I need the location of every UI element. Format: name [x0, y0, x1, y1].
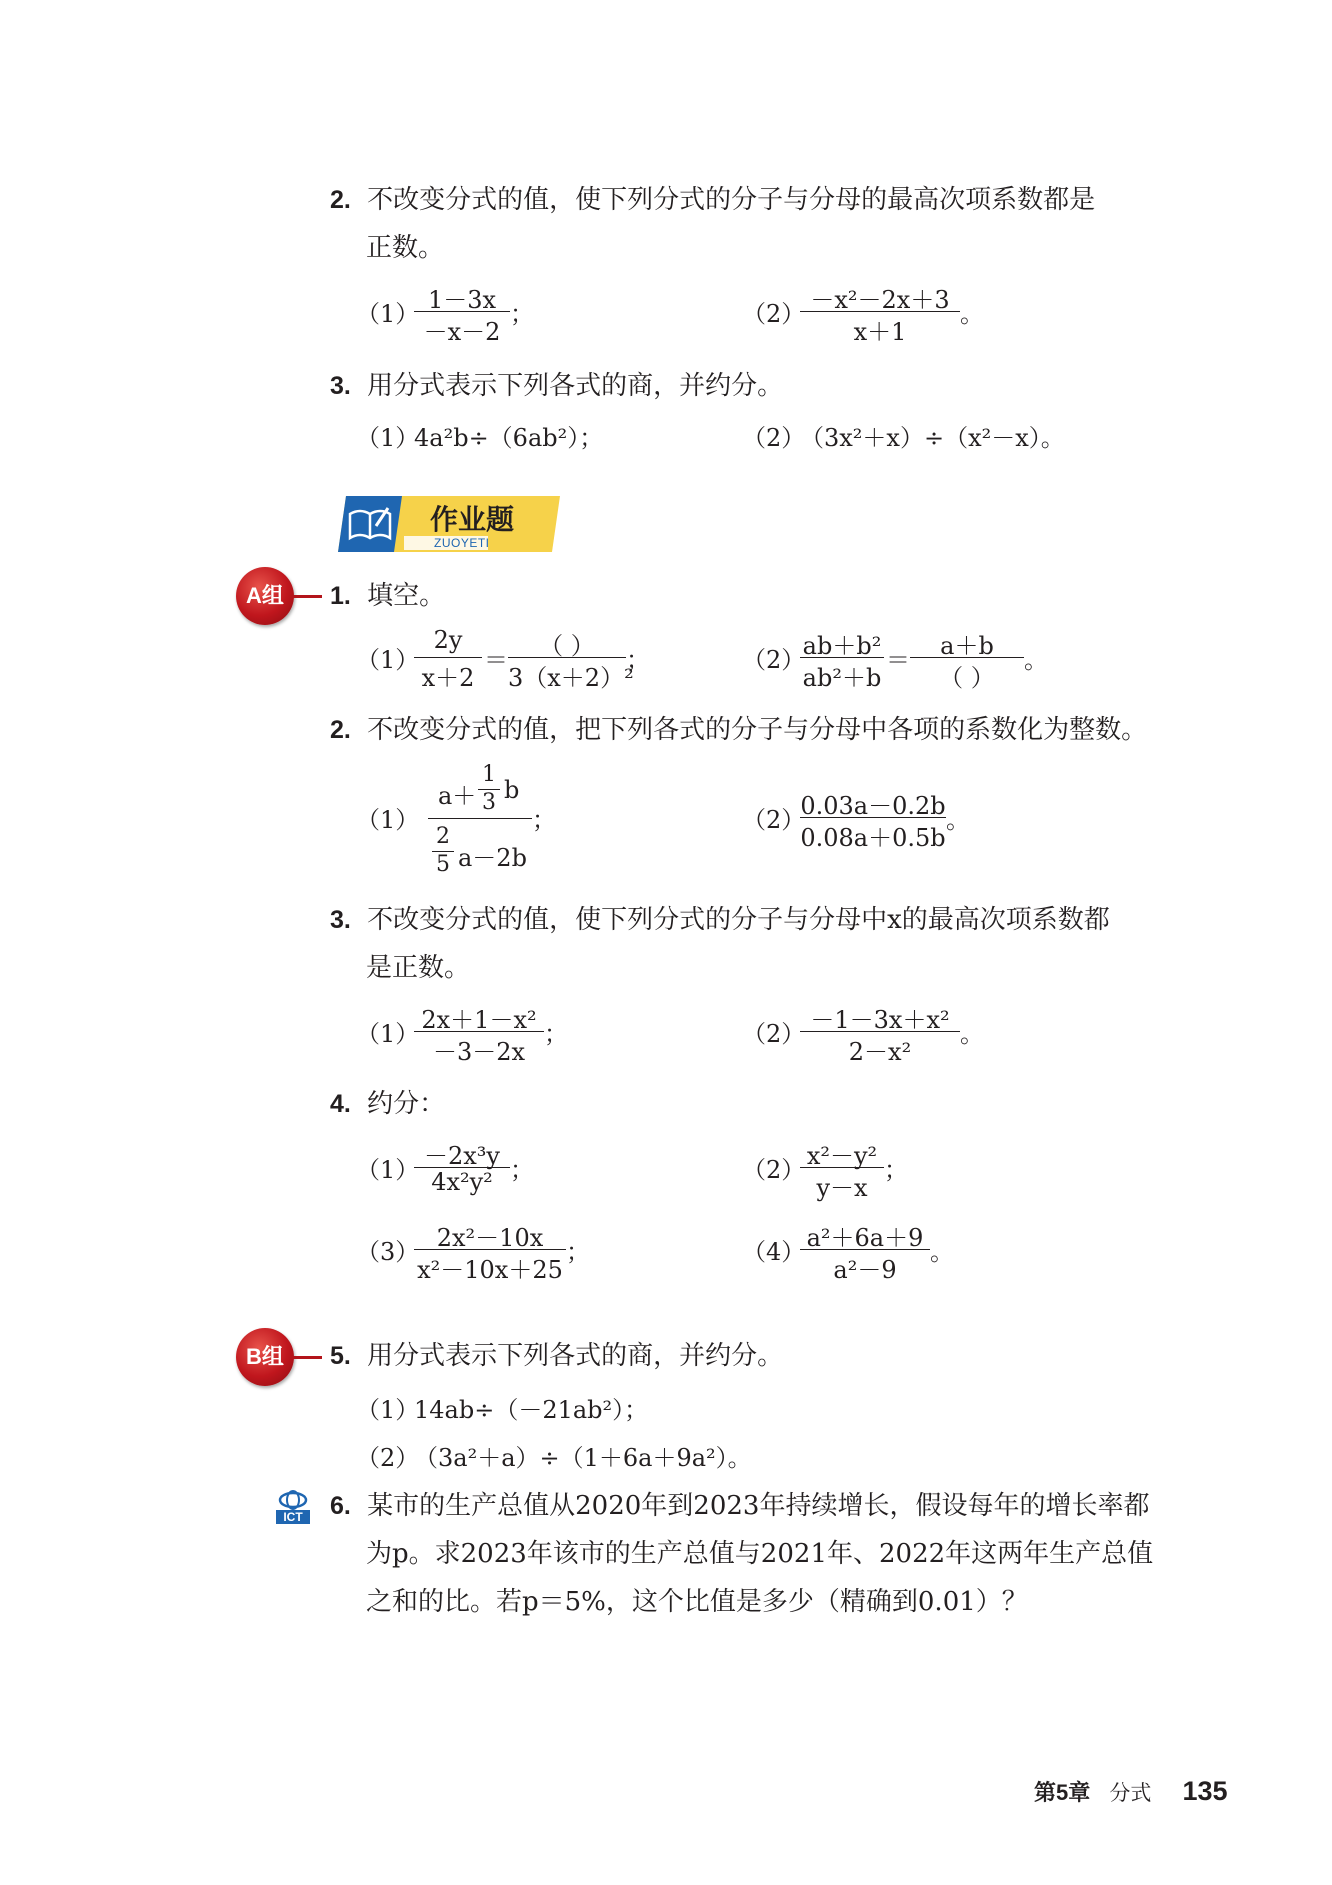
equals-sign: ＝	[886, 646, 910, 674]
fraction	[414, 1218, 566, 1284]
question-text: 约分：	[367, 1089, 446, 1119]
fraction	[800, 280, 960, 346]
numerator: x²－y²	[806, 1142, 878, 1170]
question-number: 5.	[330, 1342, 351, 1370]
punct: ；	[510, 1156, 534, 1184]
item-label: （2）	[742, 1156, 806, 1184]
question-number: 3.	[330, 372, 351, 400]
main-fraction-bar	[428, 818, 532, 819]
expression: 4a²b÷（6ab²）；	[414, 424, 604, 452]
question-text: 不改变分式的值，把下列各式的分子与分母中各项的系数化为整数。	[367, 715, 1148, 745]
item-label: （2）	[742, 300, 806, 328]
question-text: 不改变分式的值，使下列分式的分子与分母中x的最高次项系数都	[367, 905, 1110, 935]
denominator: －3－2x	[432, 1038, 526, 1066]
numerator: （ ）	[539, 632, 595, 660]
homework-banner	[332, 494, 560, 554]
inner-denominator: 5	[436, 852, 450, 877]
punct: ；	[532, 806, 556, 834]
question-number: 6.	[330, 1492, 351, 1520]
fraction	[800, 626, 884, 692]
question-1	[330, 580, 445, 612]
inner-fraction	[432, 824, 454, 880]
fraction	[800, 1136, 884, 1202]
fraction	[800, 1218, 930, 1284]
fraction	[414, 626, 482, 692]
inner-denominator: 3	[482, 790, 496, 815]
fraction	[414, 1000, 544, 1066]
complex-fraction	[428, 756, 532, 876]
question-number: 2.	[330, 186, 351, 214]
fraction	[910, 626, 1024, 692]
group-a-arrow	[292, 595, 322, 598]
question-text: 用分式表示下列各式的商，并约分。	[367, 1341, 784, 1371]
question-text-cont: 是正数。	[366, 953, 471, 983]
item-label: （1）	[356, 646, 420, 674]
punct: ；	[626, 646, 650, 674]
inner-fraction	[478, 762, 500, 818]
question-4	[330, 1088, 445, 1120]
punct: 。	[960, 300, 984, 328]
numerator: －1－3x＋x²	[810, 1006, 950, 1034]
chapter-label: 第5章	[1034, 1780, 1091, 1805]
question-number: 4.	[330, 1090, 351, 1118]
expression: （3x²＋x）÷（x²－x）。	[800, 424, 1065, 452]
question-number: 3.	[330, 906, 351, 934]
item-label: （1）	[356, 1396, 420, 1424]
denominator: y－x	[816, 1174, 868, 1202]
fraction	[508, 626, 634, 692]
question-6	[330, 1490, 1149, 1522]
item-label: （3）	[356, 1238, 420, 1266]
question-text-cont: 为p。求2023年该市的生产总值与2021年、2022年这两年生产总值	[366, 1539, 1154, 1569]
fraction	[414, 280, 510, 346]
question-2	[330, 184, 1095, 216]
denominator-term: a－2b	[458, 844, 527, 872]
punct: 。	[1024, 646, 1048, 674]
item-label: （1）	[356, 424, 420, 452]
denominator: x＋2	[421, 664, 475, 692]
group-a-badge: A组	[236, 567, 294, 625]
numerator: 2y	[433, 626, 463, 654]
denominator: －x－2	[423, 318, 501, 346]
numerator: 2x²－10x	[436, 1224, 544, 1252]
page-number: 135	[1182, 1776, 1228, 1806]
item-label: （2）	[742, 806, 806, 834]
ict-icon-label: ICT	[283, 1510, 303, 1524]
question-number: 1.	[330, 582, 351, 610]
punct: 。	[960, 1020, 984, 1048]
item-label: （1）	[356, 1156, 420, 1184]
item-label: （2）	[742, 1020, 806, 1048]
numerator: ab＋b²	[802, 632, 882, 660]
item-label: （2）	[742, 646, 806, 674]
inner-numerator: 2	[436, 824, 450, 849]
question-text: 不改变分式的值，使下列分式的分子与分母的最高次项系数都是	[367, 185, 1096, 215]
punct: ；	[884, 1156, 908, 1184]
denominator: 3（x＋2）²	[508, 664, 634, 692]
numerator-term: a＋	[438, 782, 477, 810]
question-3	[330, 370, 783, 402]
denominator: x²－10x＋25	[417, 1256, 563, 1284]
punct: 。	[946, 806, 970, 834]
question-text-cont: 正数。	[366, 233, 445, 263]
group-b-badge: B组	[236, 1328, 294, 1386]
denominator: 0.08a＋0.5b	[800, 824, 946, 852]
question-text-cont: 之和的比。若p＝5%，这个比值是多少（精确到0.01）？	[366, 1587, 1028, 1617]
punct: 。	[930, 1238, 954, 1266]
numerator: a＋b	[940, 632, 994, 660]
denominator: 4x²y²	[431, 1168, 493, 1196]
question-number: 2.	[330, 716, 351, 744]
chapter-title: 分式	[1109, 1781, 1152, 1805]
page-footer	[1034, 1776, 1228, 1807]
numerator: 2x＋1－x²	[421, 1006, 537, 1034]
numerator: －2x³y	[424, 1142, 500, 1170]
question-text: 某市的生产总值从2020年到2023年持续增长，假设每年的增长率都	[367, 1491, 1150, 1521]
punct: ；	[544, 1020, 568, 1048]
homework-subtitle: ZUOYETI	[434, 536, 490, 550]
fraction	[800, 786, 946, 852]
item-label: （1）	[356, 806, 420, 834]
denominator: 2－x²	[848, 1038, 912, 1066]
denominator: a²－9	[833, 1256, 897, 1284]
ict-icon	[272, 1486, 314, 1528]
book-icon	[346, 504, 394, 544]
punct: ；	[510, 300, 534, 328]
question-2	[330, 714, 1147, 746]
denominator: x＋1	[853, 318, 907, 346]
item-label: （1）	[356, 300, 420, 328]
inner-numerator: 1	[482, 762, 496, 787]
fraction	[800, 1000, 960, 1066]
fraction	[414, 1136, 510, 1198]
homework-title: 作业题	[430, 504, 515, 535]
numerator: 0.03a－0.2b	[800, 792, 946, 820]
denominator: ab²＋b	[802, 664, 882, 692]
numerator-term: b	[504, 776, 520, 804]
punct: ；	[566, 1238, 590, 1266]
question-3	[330, 904, 1110, 936]
question-text: 用分式表示下列各式的商，并约分。	[367, 371, 784, 401]
question-text: 填空。	[367, 581, 446, 611]
question-5	[330, 1340, 783, 1372]
item-label: （1）	[356, 1020, 420, 1048]
numerator: 1－3x	[427, 286, 497, 314]
numerator: －x²－2x＋3	[810, 286, 950, 314]
expression: （3a²＋a）÷（1＋6a＋9a²）。	[414, 1444, 752, 1472]
equals-sign: ＝	[484, 646, 508, 674]
item-label: （2）	[742, 424, 806, 452]
item-label: （2）	[356, 1444, 420, 1472]
denominator: （ ）	[939, 664, 995, 692]
group-b-arrow	[292, 1356, 322, 1359]
expression: 14ab÷（－21ab²）；	[414, 1396, 649, 1424]
numerator: a²＋6a＋9	[806, 1224, 924, 1252]
item-label: （4）	[742, 1238, 806, 1266]
